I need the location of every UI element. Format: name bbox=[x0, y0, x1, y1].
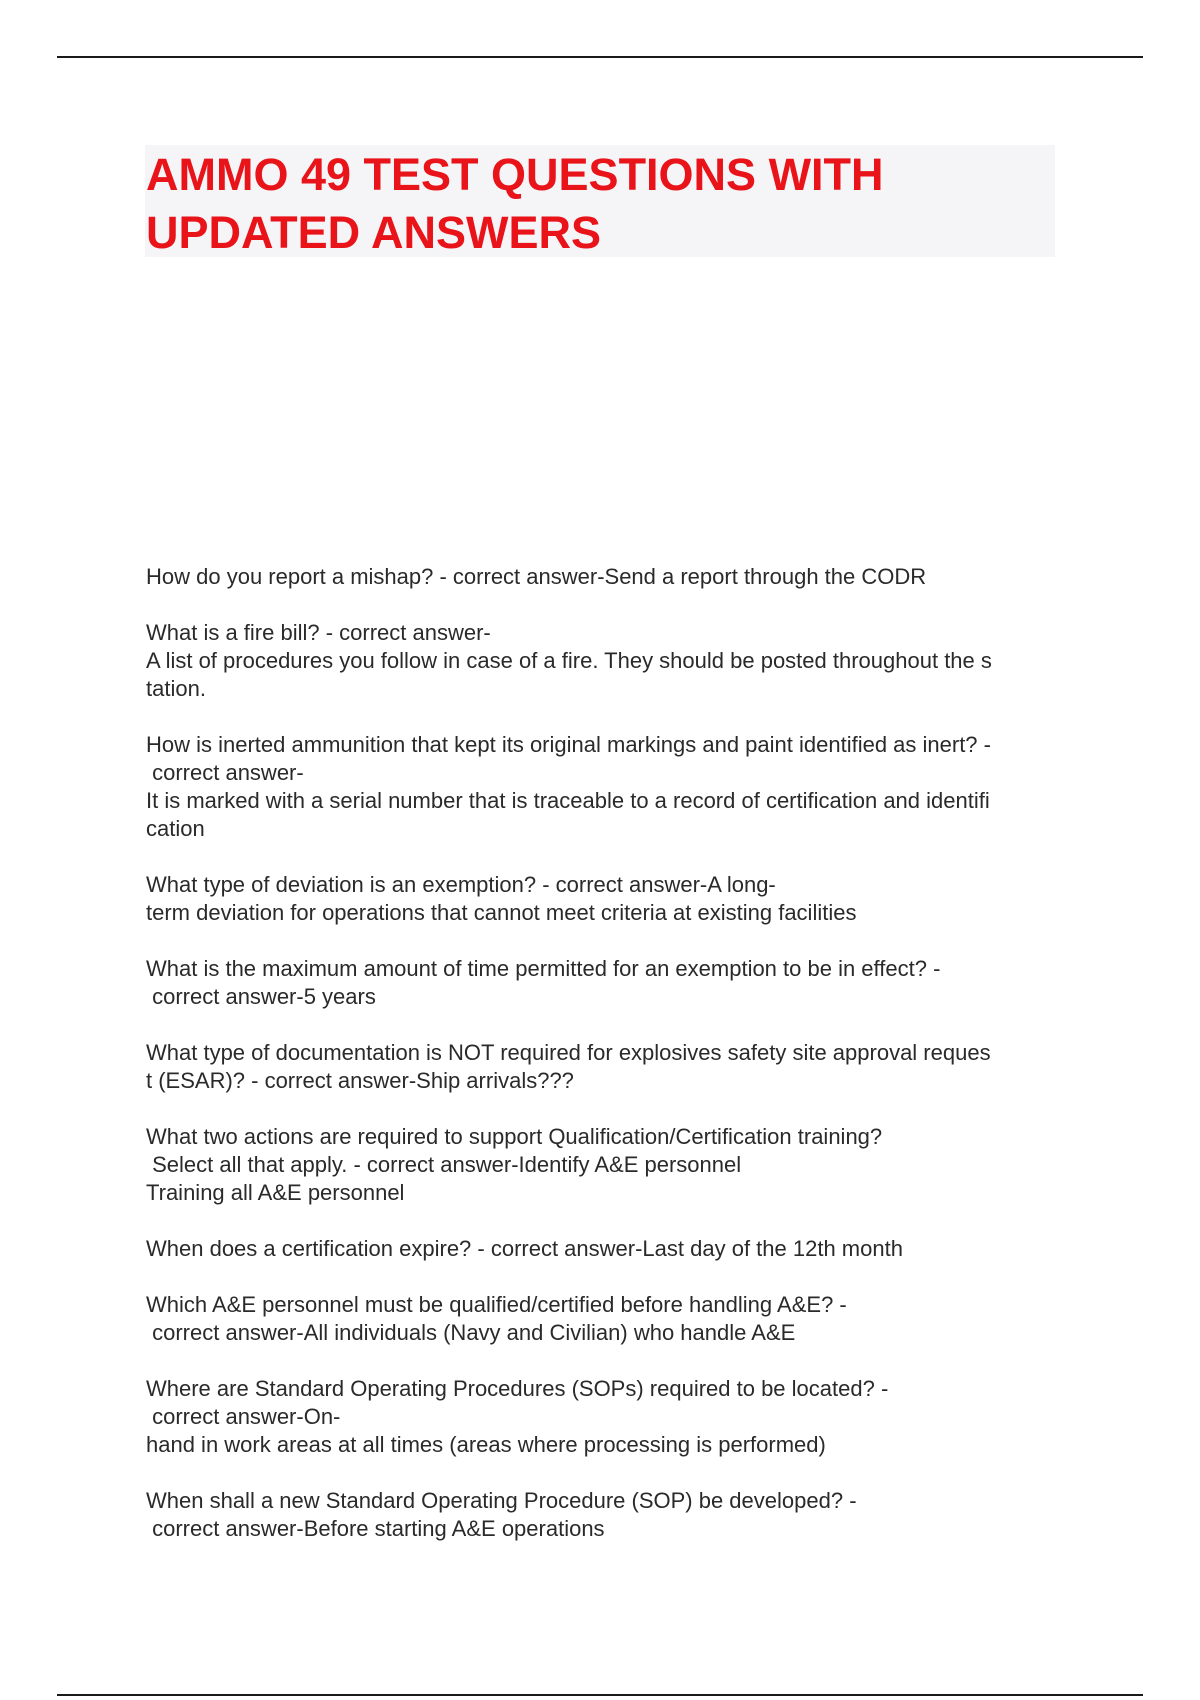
qa-text-line: Select all that apply. - correct answer-Identify A&E personnel bbox=[146, 1152, 742, 1177]
qa-item bbox=[146, 955, 1066, 1011]
qa-text-line: How do you report a mishap? - correct answer-Send a report through the CODR bbox=[146, 564, 927, 589]
qa-text-line: It is marked with a serial number that is traceable to a record of certification and identifi bbox=[146, 788, 990, 813]
qa-text-line: hand in work areas at all times (areas where processing is performed) bbox=[146, 1432, 826, 1457]
qa-text-line: correct answer-All individuals (Navy and Civilian) who handle A&E bbox=[146, 1320, 796, 1345]
qa-item bbox=[146, 1375, 1066, 1459]
qa-text-line: When shall a new Standard Operating Procedure (SOP) be developed? - bbox=[146, 1488, 857, 1513]
qa-text-line: Training all A&E personnel bbox=[146, 1180, 405, 1205]
qa-item bbox=[146, 1123, 1066, 1207]
qa-item bbox=[146, 1039, 1066, 1095]
qa-text-line: What is the maximum amount of time permitted for an exemption to be in effect? - bbox=[146, 956, 941, 981]
qa-list bbox=[146, 563, 1066, 1571]
qa-text-line: t (ESAR)? - correct answer-Ship arrivals??? bbox=[146, 1068, 574, 1093]
qa-text-line: What type of documentation is NOT required for explosives safety site approval reques bbox=[146, 1040, 991, 1065]
qa-item bbox=[146, 871, 1066, 927]
bottom-rule bbox=[57, 1694, 1143, 1696]
qa-text-line: correct answer-Before starting A&E operations bbox=[146, 1516, 605, 1541]
qa-text-line: term deviation for operations that cannot meet criteria at existing facilities bbox=[146, 900, 857, 925]
qa-item bbox=[146, 1487, 1066, 1543]
qa-text-line: tation. bbox=[146, 676, 206, 701]
qa-text-line: How is inerted ammunition that kept its original markings and paint identified as inert? - bbox=[146, 732, 991, 757]
qa-text-line: correct answer-On- bbox=[146, 1404, 341, 1429]
qa-item bbox=[146, 731, 1066, 843]
qa-item bbox=[146, 619, 1066, 703]
qa-text-line: Which A&E personnel must be qualified/certified before handling A&E? - bbox=[146, 1292, 847, 1317]
qa-text-line: correct answer-5 years bbox=[146, 984, 376, 1009]
qa-text-line: correct answer- bbox=[146, 760, 304, 785]
qa-text-line: When does a certification expire? - correct answer-Last day of the 12th month bbox=[146, 1236, 903, 1261]
qa-text-line: What is a fire bill? - correct answer- bbox=[146, 620, 491, 645]
qa-text-line: A list of procedures you follow in case of a fire. They should be posted throughout the s bbox=[146, 648, 992, 673]
qa-text-line: Where are Standard Operating Procedures (SOPs) required to be located? - bbox=[146, 1376, 889, 1401]
qa-text-line: What type of deviation is an exemption? - correct answer-A long- bbox=[146, 872, 776, 897]
qa-item bbox=[146, 1235, 1066, 1263]
qa-item bbox=[146, 563, 1066, 591]
qa-text-line: What two actions are required to support Qualification/Certification training? bbox=[146, 1124, 883, 1149]
document-title: AMMO 49 TEST QUESTIONS WITH UPDATED ANSWERS bbox=[146, 149, 884, 258]
qa-text-line: cation bbox=[146, 816, 205, 841]
top-rule bbox=[57, 56, 1143, 58]
qa-item bbox=[146, 1291, 1066, 1347]
